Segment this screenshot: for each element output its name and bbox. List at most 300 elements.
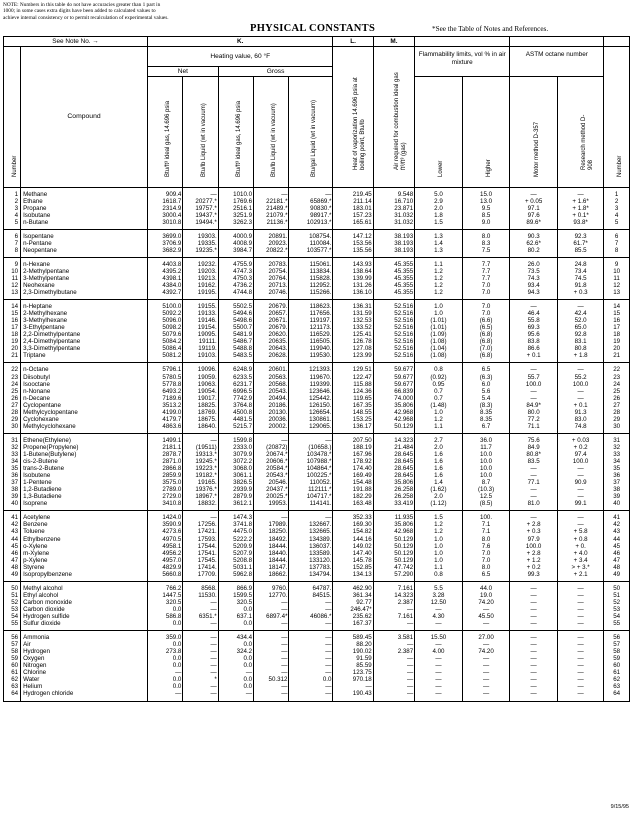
flammability-higher: (6.6) — [462, 317, 510, 324]
heat-of-vaporization: 178.92 — [333, 458, 373, 465]
net-btu-lb: 19103. — [183, 352, 218, 363]
gross-btu-lb: 12770. — [254, 592, 289, 599]
compound-name: Chlorine — [21, 669, 148, 676]
gross-btu-gal: 116505. — [289, 338, 333, 345]
gross-btu-gal: — — [289, 683, 333, 690]
gross-btu-lb: — — [254, 620, 289, 631]
net-btu-ft3: 4958.1 — [147, 543, 182, 550]
heat-of-vaporization: 167.35 — [333, 402, 373, 409]
table-row — [4, 511, 630, 522]
octane-research: — — [557, 648, 603, 655]
gross-btu-ft3: 6996.5 — [218, 388, 253, 395]
octane-research: — — [557, 486, 603, 493]
octane-research: — — [557, 363, 603, 374]
gross-btu-gal: 100225.* — [289, 472, 333, 479]
row-number-right: 48 — [604, 564, 630, 571]
gross-btu-ft3: 5962.8 — [218, 571, 253, 582]
flammability-higher: 5.4 — [462, 395, 510, 402]
flammability-header: Flammability limits, vol % in air mixture — [415, 47, 510, 67]
heat-of-vaporization: 136.17 — [333, 423, 373, 434]
compound-name: Carbon dioxide — [21, 606, 148, 613]
octane-research: — — [557, 683, 603, 690]
table-row — [4, 528, 630, 535]
octane-research: + 0.8 — [557, 536, 603, 543]
flammability-higher: — — [462, 620, 510, 631]
gross-btu-gal: 110084. — [289, 240, 333, 247]
flammability-lower: (1.48) — [415, 402, 463, 409]
heat-of-vaporization: 148.55 — [333, 409, 373, 416]
row-number-right: 57 — [604, 641, 630, 648]
heat-of-vaporization: 129.51 — [333, 363, 373, 374]
flammability-higher: 100. — [462, 511, 510, 522]
octane-motor: — — [510, 363, 558, 374]
octane-motor: 69.3 — [510, 324, 558, 331]
net-btu-lb: 17544. — [183, 543, 218, 550]
flammability-higher: (8.5) — [462, 500, 510, 511]
flammability-lower: 1.6 — [415, 472, 463, 479]
net-btu-lb: 19017. — [183, 395, 218, 402]
flammability-higher: — — [462, 683, 510, 690]
compound-name: 1-Pentene — [21, 479, 148, 486]
heat-of-vaporization: 970.18 — [333, 676, 373, 683]
flammability-lower: 1.3 — [415, 247, 463, 258]
flammability-lower: 1.1 — [415, 564, 463, 571]
compound-name: Isobutane — [21, 212, 148, 219]
net-btu-ft3-header: Btu/ft³ ideal gas, 14.696 psia — [165, 100, 172, 177]
row-number-right: 37 — [604, 479, 630, 486]
heat-of-vaporization: 92.77 — [333, 599, 373, 606]
gross-btu-lb: — — [254, 683, 289, 690]
revision-date: 9/15/95 — [610, 804, 629, 810]
gross-btu-ft3: 4747.3 — [218, 268, 253, 275]
flammability-lower: 1.2 — [415, 282, 463, 289]
physical-constants-table — [3, 36, 630, 702]
table-row — [4, 363, 630, 374]
net-btu-ft3: 3575.0 — [147, 479, 182, 486]
row-number: 40 — [4, 500, 21, 511]
octane-research: — — [557, 599, 603, 606]
gross-btu-ft3: 3061.1 — [218, 472, 253, 479]
octane-research: 24.8 — [557, 257, 603, 268]
flammability-higher: — — [462, 655, 510, 662]
row-number: 33 — [4, 451, 21, 458]
heat-of-vaporization: 134.13 — [333, 571, 373, 582]
net-btu-ft3: 4392.7 — [147, 289, 182, 300]
flammability-higher: 10.0 — [462, 472, 510, 479]
table-row — [4, 381, 630, 388]
gross-btu-ft3: 0.0 — [218, 606, 253, 613]
row-number-right: 23 — [604, 374, 630, 381]
gross-btu-ft3: 0.0 — [218, 662, 253, 669]
gross-btu-lb: 20671. — [254, 317, 289, 324]
gross-btu-lb: — — [254, 599, 289, 606]
table-row — [4, 543, 630, 550]
octane-motor: 46.4 — [510, 310, 558, 317]
compound-name: m-Xylene — [21, 550, 148, 557]
row-number-right: 1 — [604, 187, 630, 198]
octane-motor: — — [510, 613, 558, 620]
net-btu-ft3: 5084.2 — [147, 338, 182, 345]
compound-name: o-Xylene — [21, 543, 148, 550]
octane-motor: 80.2 — [510, 247, 558, 258]
compound-name: 1-Butene(Butylene) — [21, 451, 148, 458]
table-row — [4, 212, 630, 219]
octane-motor: — — [510, 683, 558, 690]
gross-btu-ft3: 3826.5 — [218, 479, 253, 486]
gross-btu-gal: — — [289, 511, 333, 522]
motor-method-header: Motor method D-357 — [533, 121, 540, 177]
net-btu-ft3: 2789.0 — [147, 486, 182, 493]
net-btu-lb: 19757.* — [183, 205, 218, 212]
heat-of-vaporization: 85.59 — [333, 662, 373, 669]
compound-group — [4, 433, 630, 510]
gross-btu-lb: 20002. — [254, 423, 289, 434]
gross-btu-ft3: 5215.7 — [218, 423, 253, 434]
net-btu-ft3: 5660.8 — [147, 571, 182, 582]
compound-name: Ethene(Ethylene) — [21, 433, 148, 444]
flammability-higher: 7.0 — [462, 289, 510, 300]
octane-motor: 97.6 — [510, 212, 558, 219]
net-btu-lb: 18769. — [183, 409, 218, 416]
gross-btu-ft3: 5502.5 — [218, 300, 253, 311]
flammability-lower: 1.5 — [415, 219, 463, 230]
row-number: 56 — [4, 631, 21, 642]
row-number-right: 43 — [604, 528, 630, 535]
octane-motor: 94.3 — [510, 289, 558, 300]
compound-header: Compound — [21, 47, 148, 188]
net-btu-lb: 19095. — [183, 331, 218, 338]
gross-btu-gal: 119197. — [289, 317, 333, 324]
gross-btu-gal-header: Btu/gal Liquid (wt in vacuum) — [310, 99, 317, 177]
net-btu-ft3: 6493.2 — [147, 388, 182, 395]
row-number: 19 — [4, 338, 21, 345]
net-btu-ft3: 5079.6 — [147, 331, 182, 338]
table-row — [4, 521, 630, 528]
gross-btu-gal: 102913.* — [289, 219, 333, 230]
flammability-higher: 6.5 — [462, 571, 510, 582]
net-btu-lb: 17709. — [183, 571, 218, 582]
air-required: 31.032 — [373, 219, 414, 230]
row-number: 36 — [4, 472, 21, 479]
row-number-right: 26 — [604, 395, 630, 402]
number-header-right: Number — [616, 155, 623, 177]
net-btu-lb: 19313.* — [183, 451, 218, 458]
octane-motor: 95.6 — [510, 331, 558, 338]
gross-btu-ft3: 1599.8 — [218, 433, 253, 444]
compound-group — [4, 300, 630, 363]
octane-motor: — — [510, 669, 558, 676]
octane-research: — — [557, 187, 603, 198]
net-btu-lb-header: Btu/lb Liquid (wt in vacuum) — [200, 102, 207, 177]
flammability-lower: 5.0 — [415, 187, 463, 198]
octane-research: 74.5 — [557, 275, 603, 282]
gross-btu-lb: 20546. — [254, 479, 289, 486]
gross-btu-gal: 90830.* — [289, 205, 333, 212]
row-number-right: 60 — [604, 662, 630, 669]
table-row — [4, 458, 630, 465]
octane-research: — — [557, 631, 603, 642]
compound-name: Air — [21, 641, 148, 648]
row-number-right: 3 — [604, 205, 630, 212]
gross-btu-ft3: 5031.1 — [218, 564, 253, 571]
row-number: 59 — [4, 655, 21, 662]
gross-btu-gal: — — [289, 655, 333, 662]
net-btu-ft3: 5796.1 — [147, 363, 182, 374]
flammability-higher: 74.20 — [462, 599, 510, 606]
gross-btu-gal: 125442. — [289, 395, 333, 402]
table-row — [4, 690, 630, 701]
gross-btu-ft3: 3984.7 — [218, 247, 253, 258]
gross-btu-gal: (10658.) — [289, 444, 333, 451]
net-btu-ft3: — — [147, 669, 182, 676]
table-row — [4, 683, 630, 690]
table-row — [4, 198, 630, 205]
row-number: 21 — [4, 352, 21, 363]
row-number: 62 — [4, 676, 21, 683]
heat-of-vaporization: 169.30 — [333, 521, 373, 528]
net-btu-lb: 19213. — [183, 275, 218, 282]
net-btu-lb: 17541. — [183, 550, 218, 557]
compound-name: n-Nonane — [21, 388, 148, 395]
gross-btu-gal: 123646. — [289, 388, 333, 395]
octane-motor: — — [510, 599, 558, 606]
gross-btu-gal: 114141. — [289, 500, 333, 511]
gross-btu-ft3: 4481.5 — [218, 416, 253, 423]
flammability-higher: — — [462, 641, 510, 648]
net-btu-ft3: 766.2 — [147, 581, 182, 592]
octane-research: + 0.3 — [557, 289, 603, 300]
row-number: 3 — [4, 205, 21, 212]
gross-btu-lb: 20746. — [254, 289, 289, 300]
flammability-higher: 6.7 — [462, 423, 510, 434]
compound-name: Toluene — [21, 528, 148, 535]
gross-btu-ft3: 637.1 — [218, 613, 253, 620]
gross-btu-lb: 20606.* — [254, 458, 289, 465]
compound-name: Water — [21, 676, 148, 683]
net-btu-ft3: 2181.1 — [147, 444, 182, 451]
row-number: 54 — [4, 613, 21, 620]
flammability-lower: 1.8 — [415, 212, 463, 219]
net-btu-lb: — — [183, 433, 218, 444]
row-number-right: 33 — [604, 451, 630, 458]
flammability-lower: (1.08) — [415, 352, 463, 363]
row-number-right: 45 — [604, 543, 630, 550]
octane-motor: + 0.1 — [510, 352, 558, 363]
row-number: 43 — [4, 528, 21, 535]
gross-btu-lb: 20036. — [254, 416, 289, 423]
gross-btu-lb: 20674.* — [254, 451, 289, 458]
row-number-right: 49 — [604, 571, 630, 582]
air-required: 3.581 — [373, 631, 414, 642]
compound-name: Cyclopentane — [21, 402, 148, 409]
net-btu-lb: 18967.* — [183, 493, 218, 500]
gross-btu-lb: 20657. — [254, 310, 289, 317]
row-number-right: 32 — [604, 444, 630, 451]
row-number: 18 — [4, 331, 21, 338]
net-btu-lb: — — [183, 662, 218, 669]
octane-research: — — [557, 465, 603, 472]
heat-of-vaporization: 123.75 — [333, 669, 373, 676]
gross-btu-gal: 134389. — [289, 536, 333, 543]
gross-btu-ft3: 320.5 — [218, 599, 253, 606]
octane-research: + 0.03 — [557, 433, 603, 444]
flammability-higher: — — [462, 690, 510, 701]
octane-research: 83.1 — [557, 338, 603, 345]
gross-btu-gal: 64787. — [289, 581, 333, 592]
flammability-lower: 4.30 — [415, 613, 463, 620]
net-btu-lb: 19182.* — [183, 472, 218, 479]
row-number-right: 39 — [604, 493, 630, 500]
table-row — [4, 472, 630, 479]
gross-btu-gal: 46086.* — [289, 613, 333, 620]
net-btu-lb: — — [183, 511, 218, 522]
net-btu-ft3: 0.0 — [147, 676, 182, 683]
compound-name: Ethane — [21, 198, 148, 205]
flammability-lower: 1.2 — [415, 521, 463, 528]
compound-name: Isooctane — [21, 381, 148, 388]
row-number-right: 2 — [604, 198, 630, 205]
net-btu-ft3: 3682.9 — [147, 247, 182, 258]
compound-name: Acetylene — [21, 511, 148, 522]
compound-name: Styrene — [21, 564, 148, 571]
octane-research: 90.9 — [557, 479, 603, 486]
net-btu-ft3: 2866.8 — [147, 465, 182, 472]
heat-of-vaporization: 167.37 — [333, 620, 373, 631]
air-required: 26.258 — [373, 486, 414, 493]
flammability-lower: 1.0 — [415, 310, 463, 317]
gross-btu-ft3: 866.9 — [218, 581, 253, 592]
flammability-higher: 15.0 — [462, 187, 510, 198]
row-number: 64 — [4, 690, 21, 701]
net-btu-lb: 18832. — [183, 500, 218, 511]
octane-motor: 97.9 — [510, 536, 558, 543]
octane-motor: 90.3 — [510, 229, 558, 240]
net-btu-ft3: 2871.0 — [147, 458, 182, 465]
net-btu-ft3: 3513.2 — [147, 402, 182, 409]
net-btu-lb: 20277.* — [183, 198, 218, 205]
gross-btu-gal: 136037. — [289, 543, 333, 550]
net-btu-lb: 19133. — [183, 310, 218, 317]
gross-btu-gal: 119940. — [289, 345, 333, 352]
gross-btu-gal: 108754. — [289, 229, 333, 240]
gross-btu-gal: — — [289, 669, 333, 676]
heat-of-vaporization: 133.52 — [333, 324, 373, 331]
flammability-lower: (1.01) — [415, 317, 463, 324]
row-number: 51 — [4, 592, 21, 599]
gross-btu-ft3: 5208.8 — [218, 557, 253, 564]
gross-btu-gal: 113834. — [289, 268, 333, 275]
gross-btu-lb: 19953. — [254, 500, 289, 511]
flammability-lower: — — [415, 620, 463, 631]
net-btu-ft3: 2729.0 — [147, 493, 182, 500]
compound-name: Methane — [21, 187, 148, 198]
compound-name: Benzene — [21, 521, 148, 528]
net-btu-lb: 19437.* — [183, 212, 218, 219]
table-row — [4, 669, 630, 676]
gross-btu-ft3: 3072.2 — [218, 458, 253, 465]
row-number: 42 — [4, 521, 21, 528]
row-number-right: 34 — [604, 458, 630, 465]
row-number: 52 — [4, 599, 21, 606]
flammability-higher: 8.7 — [462, 479, 510, 486]
heat-of-vaporization: 211.14 — [333, 198, 373, 205]
heat-of-vaporization: 91.59 — [333, 655, 373, 662]
row-number-right: 20 — [604, 345, 630, 352]
octane-motor: 62.6* — [510, 240, 558, 247]
air-required: 57.290 — [373, 571, 414, 582]
gross-btu-lb: 20025.* — [254, 493, 289, 500]
octane-motor: — — [510, 648, 558, 655]
octane-research: — — [557, 388, 603, 395]
row-number-right: 50 — [604, 581, 630, 592]
gross-btu-lb: 18492. — [254, 536, 289, 543]
flammability-higher: 8.0 — [462, 564, 510, 571]
net-btu-lb: — — [183, 655, 218, 662]
row-number-right: 56 — [604, 631, 630, 642]
octane-motor: 83.8 — [510, 338, 558, 345]
row-number-right: 13 — [604, 289, 630, 300]
table-row — [4, 571, 630, 582]
compound-name: Carbon monoxide — [21, 599, 148, 606]
flammability-lower: 3.28 — [415, 592, 463, 599]
flammability-lower: (1.08) — [415, 338, 463, 345]
air-required: 7.161 — [373, 581, 414, 592]
octane-motor: — — [510, 395, 558, 402]
row-number: 5 — [4, 219, 21, 230]
octane-research: — — [557, 521, 603, 528]
gross-btu-gal: 117656. — [289, 310, 333, 317]
heat-of-vaporization: 136.10 — [333, 289, 373, 300]
row-number: 25 — [4, 388, 21, 395]
col-letter-m: M. — [373, 37, 414, 47]
compound-name: 1,3-Butadiene — [21, 493, 148, 500]
gross-btu-lb: 20601. — [254, 363, 289, 374]
net-btu-lb: — — [183, 690, 218, 701]
octane-research: 91.3 — [557, 409, 603, 416]
heat-of-vaporization: 190.43 — [333, 690, 373, 701]
net-btu-ft3: 5100.0 — [147, 300, 182, 311]
net-btu-ft3: 909.4 — [147, 187, 182, 198]
heat-of-vaporization: 153.25 — [333, 416, 373, 423]
table-row — [4, 352, 630, 363]
compound-name: 2,4-Dimethylpentane — [21, 338, 148, 345]
table-row — [4, 493, 630, 500]
gross-btu-gal: — — [289, 641, 333, 648]
row-number: 30 — [4, 423, 21, 434]
row-number-right: 29 — [604, 416, 630, 423]
flammability-higher: 36.0 — [462, 433, 510, 444]
gross-btu-ft3: 434.4 — [218, 631, 253, 642]
flammability-higher: 9.5 — [462, 205, 510, 212]
net-btu-ft3: 4395.2 — [147, 268, 182, 275]
net-btu-lb: 18640. — [183, 423, 218, 434]
gross-btu-lb: 20679. — [254, 324, 289, 331]
net-btu-lb: 19494.* — [183, 219, 218, 230]
net-btu-ft3: 4403.8 — [147, 257, 182, 268]
row-number: 23 — [4, 374, 21, 381]
octane-research: 93.8* — [557, 219, 603, 230]
octane-motor: 73.5 — [510, 268, 558, 275]
octane-research: — — [557, 472, 603, 479]
flammability-higher: 7.0 — [462, 557, 510, 564]
octane-research: 42.4 — [557, 310, 603, 317]
gross-btu-ft3: 5483.5 — [218, 352, 253, 363]
table-row — [4, 676, 630, 683]
octane-motor: — — [510, 676, 558, 683]
gross-btu-ft3: 0.0 — [218, 676, 253, 683]
compound-name: n-Octane — [21, 363, 148, 374]
octane-motor: — — [510, 493, 558, 500]
